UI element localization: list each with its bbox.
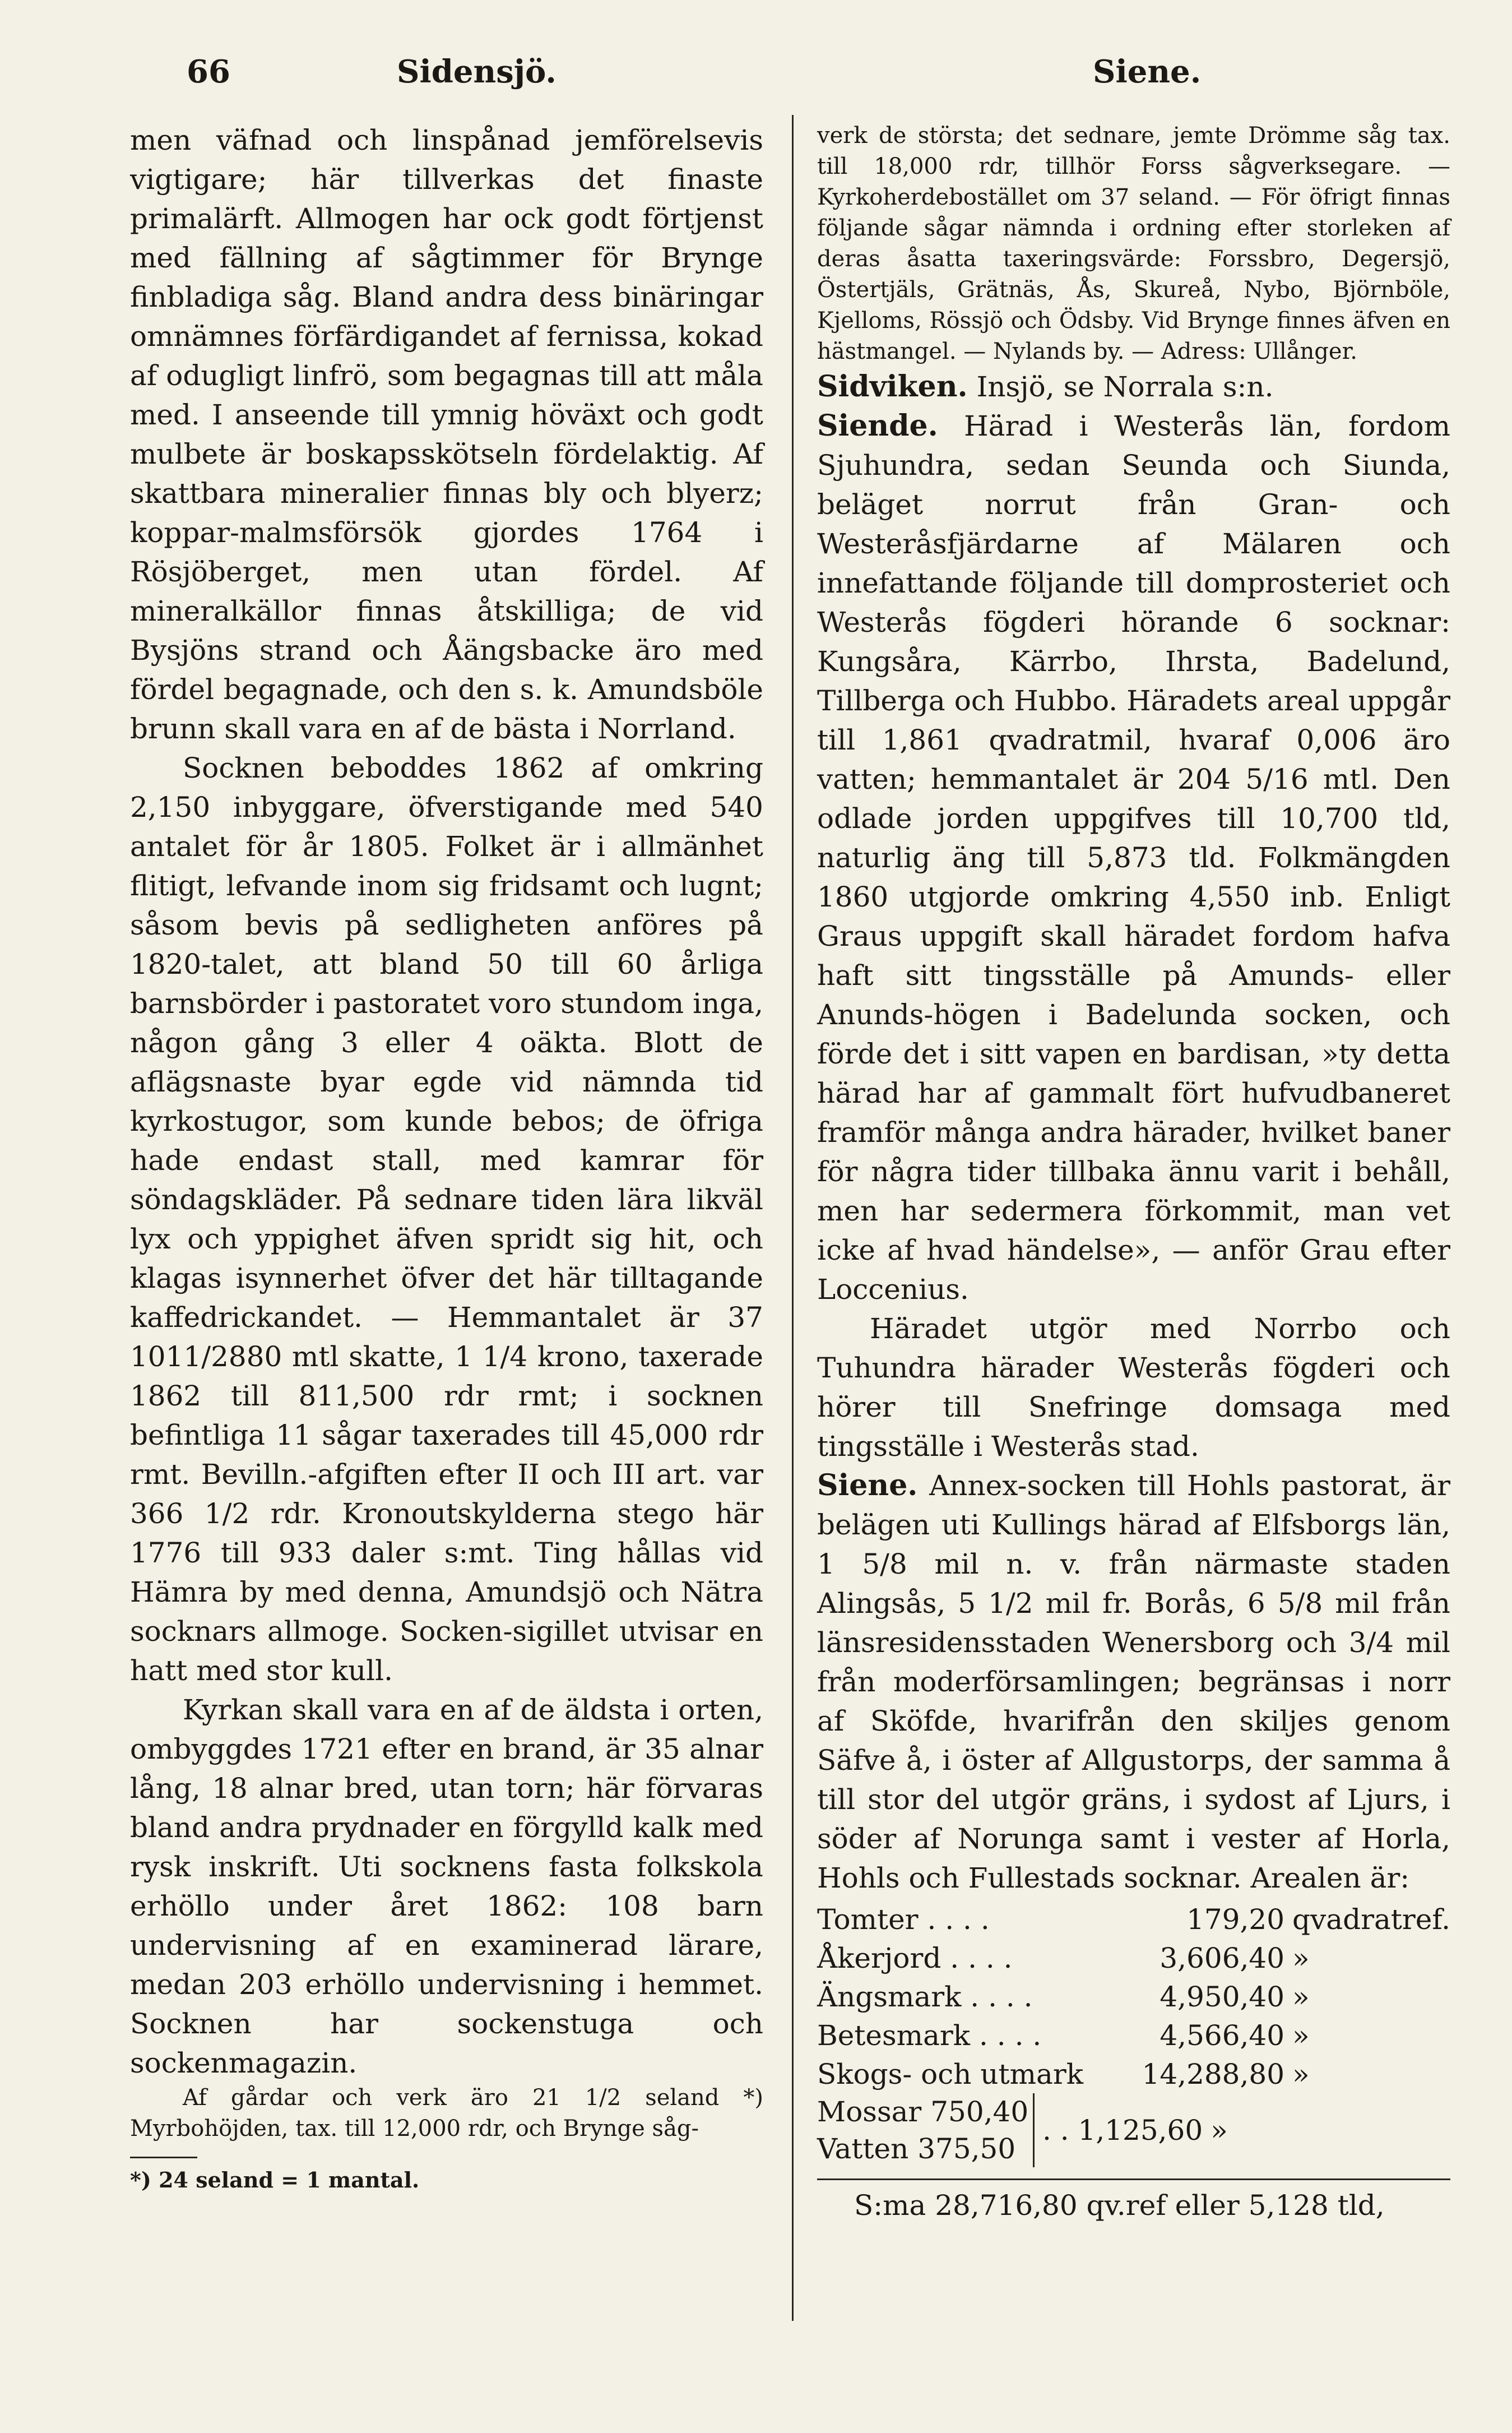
total-rule [817,2178,1450,2180]
area-label: Åkerjord . . . . [817,1941,1013,1974]
area-unit: qvadratref. [1292,1903,1450,1936]
area-unit: » [1292,1980,1310,2013]
bracket-pair [817,2093,1035,2167]
area-label: Betesmark . . . . [817,2019,1042,2052]
footnote: *) 24 seland = 1 mantal. [130,2167,420,2193]
area-value: 4,566,40 [1159,2019,1285,2052]
paragraph: Häradet utgör med Norrbo och Tuhundra härader Westerås fögderi och hörer till Snefringe domsaga med tingsställe i Westerås stad. [817,1312,1450,1463]
entry-headword: Sidviken. [817,369,968,404]
right-column [817,121,1450,2224]
area-unit: » [1292,1941,1310,1974]
entry-sidviken [817,367,1450,406]
table-row [817,2055,1450,2093]
page-number: 66 [187,53,230,90]
entry-siene [817,1466,1450,1898]
small-paragraph: Af gårdar och verk äro 21 1/2 seland *) Myrbohöjden, tax. till 12,000 rdr, och Brynge såg- [130,2085,763,2141]
entry-headword: Siende. [817,409,938,443]
entry-text: Annex-socken till Hohls pastorat, är belägen uti Kullings härad af Elfsborgs län, 1 5/8 mil n. v. från närmaste staden Alingsås, 5 1/2 mil fr. Borås, 6 5/8 mil från länsresidensstaden Wenersborg och 3/4 mil från moderförsamlingen; begränsas i norr af Sköfde, hvarifrån den skiljes genom Säfve å, i öster af Allgustorps, der samma å till stor del utgör gräns, i sydost af Ljurs, i söder af Norunga samt i vester af Horla, Hohls och Fullestads socknar. Arealen är: [817,1469,1450,1894]
right-running-title: Siene. [1093,53,1202,90]
area-label: Tomter . . . . [817,1903,990,1936]
area-total: S:ma 28,716,80 qv.ref eller 5,128 tld, [854,2189,1385,2222]
combo-sum: . . 1,125,60 [1042,2114,1203,2147]
mossar-line: Mossar 750,40 [817,2096,1029,2128]
entry-headword: Siene. [817,1468,918,1502]
area-label: Skogs- och utmark [817,2057,1084,2090]
column-divider [792,115,794,2321]
vatten-line: Vatten 375,50 [817,2133,1016,2165]
paragraph: Kyrkan skall vara en af de äldsta i orten, ombyggdes 1721 efter en brand, är 35 alnar lång, 18 alnar bred, utan torn; här förvaras bland andra prydnader en förgylld kalk med rysk inskrift. Uti socknens fasta folkskola erhöllo under året 1862: 108 barn undervisning af en examinerad lärare, medan 203 erhöllo undervisning i hemmet. Socknen har sockenstuga och sockenmagazin. [130,1694,763,2079]
table-row [817,2016,1450,2055]
area-value: 3,606,40 [1159,1941,1285,1974]
area-value: 4,950,40 [1159,1980,1285,2013]
paragraph: Socknen beboddes 1862 af omkring 2,150 inbyggare, öfverstigande med 540 antalet för år 1805. Folket är i allmänhet flitigt, lefvande inom sig fridsamt och lugnt; såsom bevis på sedligheten anföres på 1820-talet, att bland 50 till 60 årliga barnsbörder i pastoratet voro stundom inga, någon gång 3 eller 4 oäkta. Blott de aflägsnaste byar egde vid nämnda tid kyrkostugor, som kunde bebos; de öfriga hade endast stall, med kamrar för söndagskläder. På sednare tiden lära likväl lyx och yppighet äfven spridt sig hit, och klagas isynnerhet öfver det här tilltagande kaffedrickandet. — Hemmantalet är 37 1011/2880 mtl skatte, 1 1/4 krono, taxerade 1862 till 811,500 rdr rmt; i socknen befintliga 11 sågar taxerades till 45,000 rdr rmt. Bevilln.-afgiften efter II och III art. var 366 1/2 rdr. Kronoutskylderna stego här 1776 till 933 daler s:mt. Ting hållas vid Hämra by med denna, Amundsjö och Nätra socknars allmoge. Socken-sigillet utvisar en hatt med stor kull. [130,752,763,1687]
footnote-rule [130,2157,197,2158]
entry-text: Insjö, se Norrala s:n. [967,371,1274,403]
small-paragraph: verk de största; det sednare, jemte Drömme såg tax. till 18,000 rdr, tillhör Forss sågverksegare. — Kyrkoherdebostället om 37 seland. — För öfrigt finnas följande sågar nämnda i ordning efter storleken af deras åsatta taxeringsvärde: Forssbro, Degersjö, Östertjäls, Grätnäs, Ås, Skureå, Nybo, Björnböle, Kjelloms, Rössjö och Ödsby. Vid Brynge finnes äfven en hästmangel. — Nylands by. — Adress: Ullånger. [817,123,1450,364]
left-column [130,121,763,2194]
area-unit: » [1292,2019,1310,2052]
area-unit: » [1292,2057,1310,2090]
area-value: 14,288,80 [1142,2057,1285,2090]
table-row [817,1977,1450,2016]
area-value: 179,20 [1186,1903,1285,1936]
combo-unit: » [1210,2114,1228,2147]
entry-siende [817,406,1450,1309]
paragraph: men väfnad och linspånad jemförelsevis vigtigare; här tillverkas det finaste primalärft. Allmogen har ock godt förtjenst med fällning af sågtimmer för Brynge finbladiga såg. Bland andra dess binäringar omnämnes förfärdigandet af fernissa, kokad af odugligt linfrö, som begagnas till att måla med. I anseende till ymnig höväxt och godt mulbete är boskapsskötseln fördelaktig. Af skattbara mineralier finnas bly och blyerz; koppar-malmsförsök gjordes 1764 i Rösjöberget, men utan fördel. Af mineralkällor finnas åtskilliga; de vid Bysjöns strand och Åängsbacke äro med fördel begagnade, och den s. k. Amundsböle brunn skall vara en af de bästa i Norrland. [130,124,763,745]
table-row [817,1939,1450,1977]
area-label: Ängsmark . . . . [817,1980,1033,2013]
water-combo-row [817,2093,1450,2167]
left-running-title: Sidensjö. [397,53,556,90]
table-row [817,1900,1450,1939]
entry-text: Härad i Westerås län, fordom Sjuhundra, sedan Seunda och Siunda, beläget norrut från Gran- och Westeråsfjärdarne af Mälaren och innefattande följande till domprosteriet och Westerås fögderi hörande 6 socknar: Kungsåra, Kärrbo, Ihrsta, Badelund, Tillberga och Hubbo. Häradets areal uppgår till 1,861 qvadratmil, hvaraf 0,006 äro vatten; hemmantalet är 204 5/16 mtl. Den odlade jorden uppgifves till 10,700 tld, naturlig äng till 5,873 tld. Folkmängden 1860 utgjorde omkring 4,550 inb. Enligt Graus uppgift skall häradet fordom hafva haft sitt tingsställe på Amunds- eller Anunds-högen i Badelunda socken, och förde det i sitt vapen en bardisan, »ty detta härad har af gammalt fört hufvudbaneret framför många andra härader, hvilket baner för några tider tillbaka ännu varit i behåll, men har sedermera förkommit, man vet icke af hvad händelse», — anför Grau efter Loccenius. [817,410,1450,1306]
running-header [0,53,1512,104]
area-table [817,1900,1450,2093]
